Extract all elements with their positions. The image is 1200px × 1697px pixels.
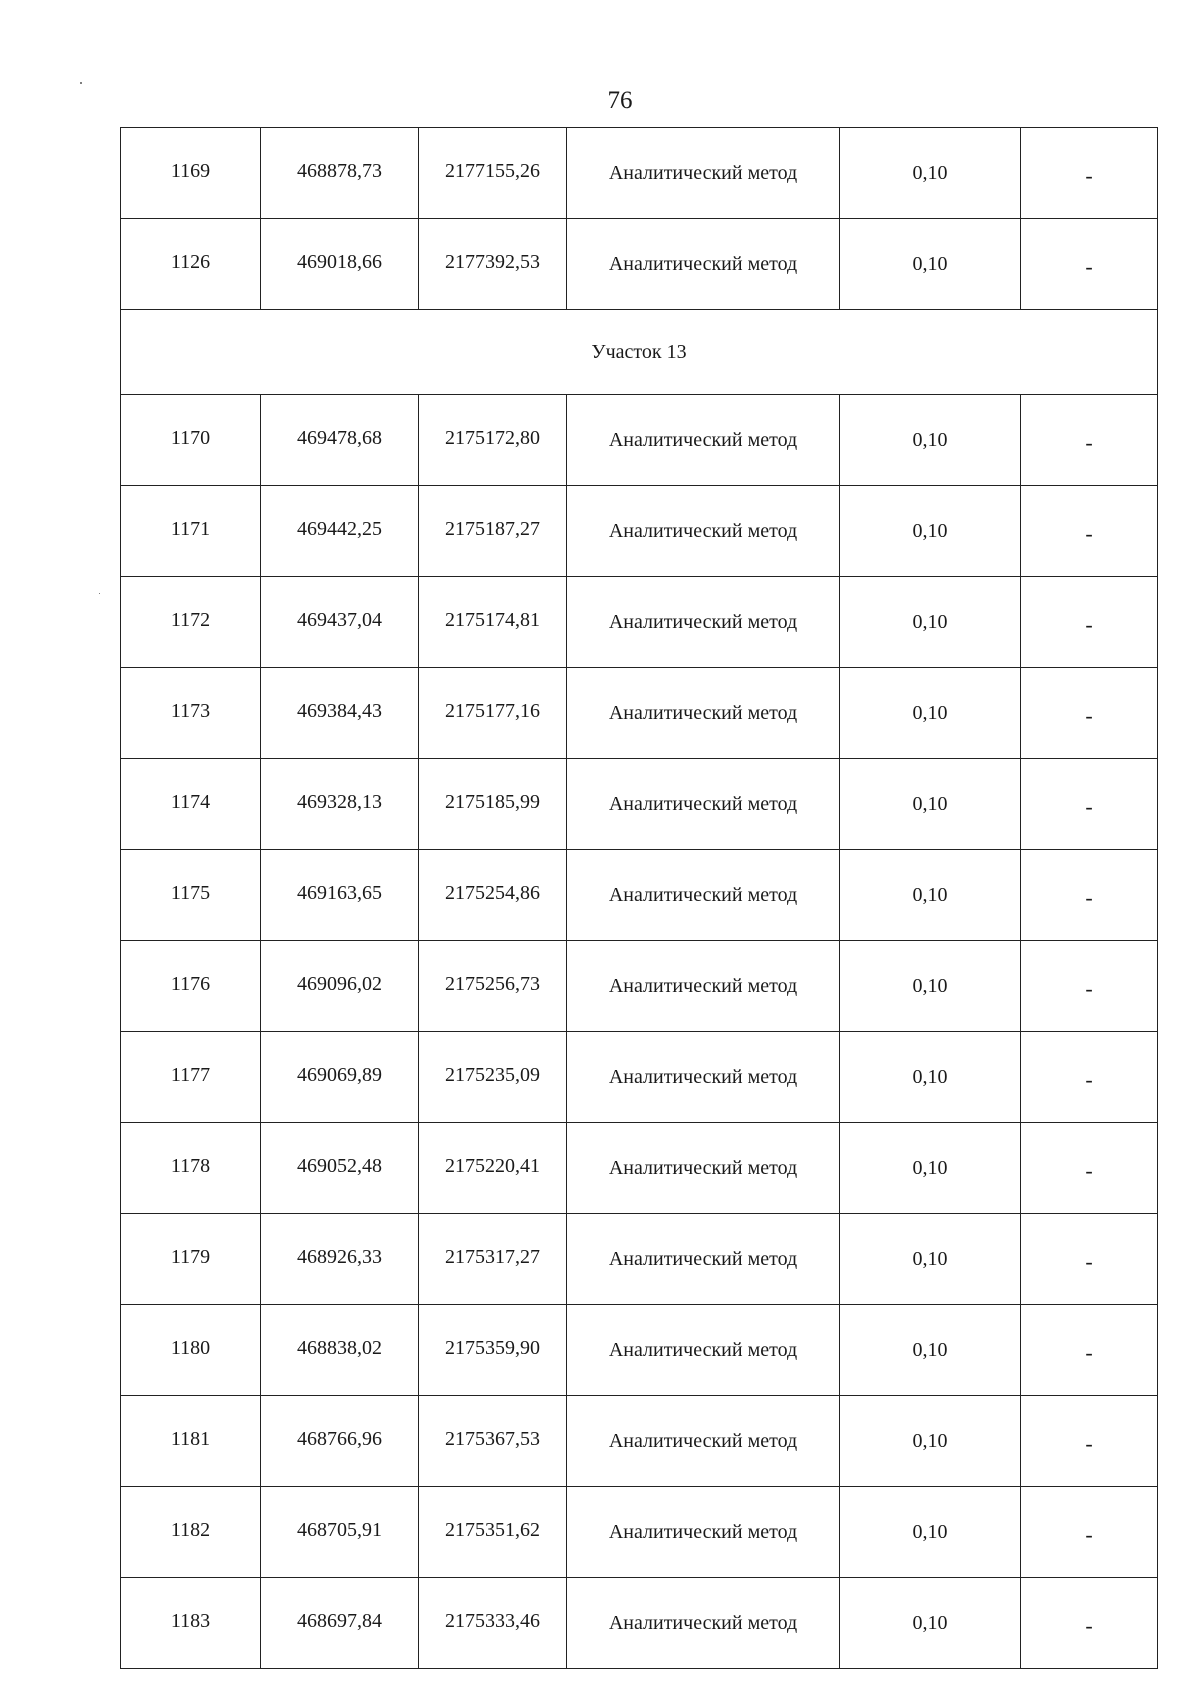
method-cell: Аналитический метод <box>567 128 840 219</box>
coordinate-y-cell: 2177392,53 <box>419 219 567 310</box>
coordinates-table-body <box>121 128 1158 1669</box>
coordinate-x-cell: 469096,02 <box>261 941 419 1032</box>
table-row <box>121 219 1158 310</box>
coordinate-x-cell: 468838,02 <box>261 1305 419 1396</box>
coordinate-x-cell: 468878,73 <box>261 128 419 219</box>
coordinate-x-cell: 469442,25 <box>261 486 419 577</box>
coordinate-y-cell: 2175359,90 <box>419 1305 567 1396</box>
note-cell: - <box>1021 219 1158 310</box>
point-number-cell: 1181 <box>121 1396 261 1487</box>
point-number-cell: 1126 <box>121 219 261 310</box>
note-cell: - <box>1021 1396 1158 1487</box>
point-number-cell: 1179 <box>121 1214 261 1305</box>
point-number-cell: 1175 <box>121 850 261 941</box>
table-row <box>121 941 1158 1032</box>
note-cell: - <box>1021 668 1158 759</box>
precision-cell: 0,10 <box>840 577 1021 668</box>
method-cell: Аналитический метод <box>567 1487 840 1578</box>
method-cell: Аналитический метод <box>567 395 840 486</box>
note-cell: - <box>1021 1305 1158 1396</box>
coordinate-x-cell: 469163,65 <box>261 850 419 941</box>
table-row <box>121 1214 1158 1305</box>
table-row <box>121 486 1158 577</box>
table-row <box>121 395 1158 486</box>
note-cell: - <box>1021 395 1158 486</box>
method-cell: Аналитический метод <box>567 1214 840 1305</box>
point-number-cell: 1180 <box>121 1305 261 1396</box>
table-row <box>121 1123 1158 1214</box>
precision-cell: 0,10 <box>840 1396 1021 1487</box>
coordinate-y-cell: 2177155,26 <box>419 128 567 219</box>
method-cell: Аналитический метод <box>567 219 840 310</box>
coordinate-y-cell: 2175351,62 <box>419 1487 567 1578</box>
precision-cell: 0,10 <box>840 1578 1021 1669</box>
section-title: Участок 13 <box>121 310 1158 395</box>
method-cell: Аналитический метод <box>567 577 840 668</box>
precision-cell: 0,10 <box>840 850 1021 941</box>
table-row <box>121 1487 1158 1578</box>
coordinate-x-cell: 468705,91 <box>261 1487 419 1578</box>
coordinate-y-cell: 2175185,99 <box>419 759 567 850</box>
point-number-cell: 1172 <box>121 577 261 668</box>
point-number-cell: 1174 <box>121 759 261 850</box>
table-row <box>121 1032 1158 1123</box>
point-number-cell: 1182 <box>121 1487 261 1578</box>
coordinate-x-cell: 469052,48 <box>261 1123 419 1214</box>
coordinate-x-cell: 469478,68 <box>261 395 419 486</box>
method-cell: Аналитический метод <box>567 1032 840 1123</box>
scan-speck <box>80 82 82 84</box>
point-number-cell: 1169 <box>121 128 261 219</box>
precision-cell: 0,10 <box>840 128 1021 219</box>
coordinate-x-cell: 468697,84 <box>261 1578 419 1669</box>
point-number-cell: 1177 <box>121 1032 261 1123</box>
table-row <box>121 759 1158 850</box>
note-cell: - <box>1021 1487 1158 1578</box>
table-row <box>121 1305 1158 1396</box>
precision-cell: 0,10 <box>840 941 1021 1032</box>
table-row <box>121 1578 1158 1669</box>
coordinate-x-cell: 468926,33 <box>261 1214 419 1305</box>
method-cell: Аналитический метод <box>567 850 840 941</box>
method-cell: Аналитический метод <box>567 759 840 850</box>
table-row <box>121 668 1158 759</box>
precision-cell: 0,10 <box>840 1487 1021 1578</box>
coordinate-y-cell: 2175333,46 <box>419 1578 567 1669</box>
precision-cell: 0,10 <box>840 486 1021 577</box>
coordinate-y-cell: 2175177,16 <box>419 668 567 759</box>
precision-cell: 0,10 <box>840 668 1021 759</box>
note-cell: - <box>1021 1032 1158 1123</box>
note-cell: - <box>1021 486 1158 577</box>
note-cell: - <box>1021 850 1158 941</box>
point-number-cell: 1178 <box>121 1123 261 1214</box>
precision-cell: 0,10 <box>840 219 1021 310</box>
table-row <box>121 1396 1158 1487</box>
method-cell: Аналитический метод <box>567 1305 840 1396</box>
coordinate-y-cell: 2175254,86 <box>419 850 567 941</box>
coordinate-x-cell: 469384,43 <box>261 668 419 759</box>
method-cell: Аналитический метод <box>567 1123 840 1214</box>
point-number-cell: 1171 <box>121 486 261 577</box>
method-cell: Аналитический метод <box>567 486 840 577</box>
point-number-cell: 1176 <box>121 941 261 1032</box>
coordinate-y-cell: 2175220,41 <box>419 1123 567 1214</box>
coordinate-y-cell: 2175172,80 <box>419 395 567 486</box>
point-number-cell: 1183 <box>121 1578 261 1669</box>
note-cell: - <box>1021 577 1158 668</box>
note-cell: - <box>1021 759 1158 850</box>
section-row <box>121 310 1158 395</box>
method-cell: Аналитический метод <box>567 668 840 759</box>
coordinate-x-cell: 468766,96 <box>261 1396 419 1487</box>
note-cell: - <box>1021 1578 1158 1669</box>
table-row <box>121 850 1158 941</box>
precision-cell: 0,10 <box>840 1305 1021 1396</box>
coordinate-x-cell: 469328,13 <box>261 759 419 850</box>
coordinates-table <box>120 127 1158 1669</box>
method-cell: Аналитический метод <box>567 1396 840 1487</box>
note-cell: - <box>1021 941 1158 1032</box>
coordinate-y-cell: 2175367,53 <box>419 1396 567 1487</box>
method-cell: Аналитический метод <box>567 941 840 1032</box>
table-row <box>121 128 1158 219</box>
note-cell: - <box>1021 1123 1158 1214</box>
coordinate-x-cell: 469018,66 <box>261 219 419 310</box>
precision-cell: 0,10 <box>840 759 1021 850</box>
coordinate-y-cell: 2175187,27 <box>419 486 567 577</box>
coordinate-x-cell: 469437,04 <box>261 577 419 668</box>
precision-cell: 0,10 <box>840 1032 1021 1123</box>
coordinate-y-cell: 2175235,09 <box>419 1032 567 1123</box>
page-number: 76 <box>607 87 633 114</box>
coordinate-x-cell: 469069,89 <box>261 1032 419 1123</box>
table-row <box>121 577 1158 668</box>
coordinate-y-cell: 2175174,81 <box>419 577 567 668</box>
scan-speck <box>99 593 100 594</box>
point-number-cell: 1173 <box>121 668 261 759</box>
precision-cell: 0,10 <box>840 1123 1021 1214</box>
note-cell: - <box>1021 128 1158 219</box>
method-cell: Аналитический метод <box>567 1578 840 1669</box>
coordinate-y-cell: 2175256,73 <box>419 941 567 1032</box>
note-cell: - <box>1021 1214 1158 1305</box>
precision-cell: 0,10 <box>840 395 1021 486</box>
precision-cell: 0,10 <box>840 1214 1021 1305</box>
point-number-cell: 1170 <box>121 395 261 486</box>
coordinate-y-cell: 2175317,27 <box>419 1214 567 1305</box>
